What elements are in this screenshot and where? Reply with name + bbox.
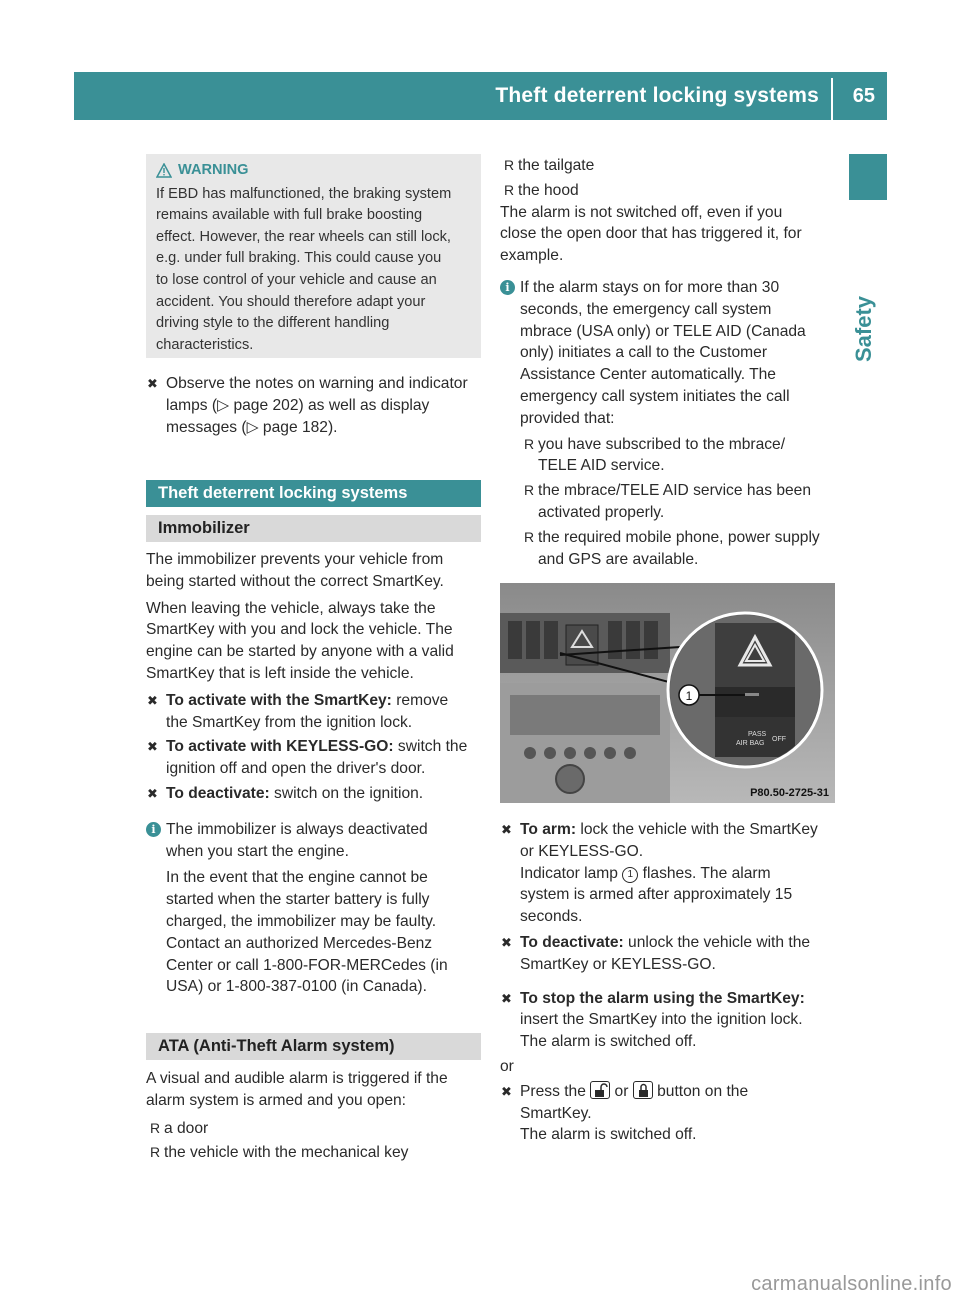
step-line: The alarm is switched off. [520,1033,697,1051]
observe-step [146,373,482,438]
section-heading-theft: Theft deterrent locking systems [146,480,481,507]
paragraph [146,598,482,685]
list-item-text: the vehicle with the mechanical key [164,1144,409,1162]
callout-number: 1 [685,689,693,703]
text-line: charged, the immobilizer may be faulty. [166,912,437,930]
warning-triangle-icon [156,163,172,178]
warning-line: driving style to the different handling [156,315,390,332]
text-line: seconds, the emergency call system [520,300,772,318]
step-bold: To deactivate: [520,933,624,951]
step-line: ignition off and open the driver's door. [166,760,426,778]
list-item: R the hood [504,181,579,199]
warning-line: If EBD has malfunctioned, the braking system [156,185,452,202]
step-line: The alarm is switched off. [520,1126,697,1144]
list-item-text: the required mobile phone, power supply [538,528,820,546]
step-text: remove [391,691,449,709]
text-line: only) initiates a call to the Customer [520,344,768,362]
step-arrow-icon: ✖ [501,934,512,950]
list-item-text: activated properly. [538,503,665,521]
list-item-text: you have subscribed to the mbrace/ [538,435,786,453]
step-bold: To arm: [520,821,577,838]
step-line: or KEYLESS-GO. [520,842,644,860]
list-item: R you have subscribed to the mbrace/ TELE AID service. [520,434,835,478]
or-text: or [500,1057,514,1075]
text-line: When leaving the vehicle, always take the [146,599,436,617]
list-item-text: a door [164,1119,209,1137]
page-title: Theft deterrent locking systems [495,84,819,107]
list-item: R a door [150,1119,209,1137]
header-bar [74,72,887,120]
ata-body-left [146,1068,482,1164]
step-text: lock the vehicle with the SmartKey [576,821,818,838]
step-arrow-icon: ✖ [147,739,158,755]
step-deactivate [146,783,482,805]
step-text: flashes. The alarm [638,864,771,882]
lock-button-icon [633,1081,653,1099]
list-item: R the required mobile phone, power supply and GPS are available. [520,527,835,571]
warning-line: remains available with full brake boosting [156,207,423,224]
text-line: Assistance Center automatically. The [520,366,776,384]
list-item-text: and GPS are available. [538,550,699,568]
text-line: USA) or 1-800-387-0100 (in Canada). [166,978,427,996]
text-line: The immobilizer prevents your vehicle from [146,551,444,568]
text-line: A visual and audible alarm is triggered if the [146,1070,448,1087]
text-line: started when the starter battery is fully [166,891,430,909]
text-line: Contact an authorized Mercedes-Benz [166,934,433,952]
warning-line: effect. However, the rear wheels can still lock, [156,228,451,245]
text-line: The alarm is not switched off, even if you [500,203,783,221]
off-label: OFF [772,736,786,743]
step-arrow-icon: ✖ [501,990,512,1006]
step-line: the SmartKey from the ignition lock. [166,713,413,731]
step-arrow-icon: ✖ [147,785,158,801]
dashboard-illustration [500,583,835,803]
step-text: switch on the ignition. [269,784,424,802]
immobilizer-body [146,549,482,998]
info-icon: i [500,280,515,295]
side-tab [849,202,887,362]
step-bold: To stop the alarm using the SmartKey: [520,989,805,1007]
list-item-text: TELE AID service. [538,457,665,475]
section-heading-ata: ATA (Anti-Theft Alarm system) [146,1033,481,1060]
list-item-text: the hood [518,181,579,199]
airbag-label: AIR BAG [736,740,765,747]
step-arm [500,819,835,928]
text-line: example. [500,247,564,265]
figure-id: P80.50-2725-31 [750,787,829,799]
step-deactivate-alarm [500,932,835,976]
list-item-text: the tailgate [518,157,595,174]
step-line: Observe the notes on warning and indicator [166,375,468,392]
step-bold: To deactivate: [166,784,270,802]
text-line: In the event that the engine cannot be [166,869,428,887]
step-text: Indicator lamp [520,864,623,882]
step-text: button on the [657,1082,749,1100]
warning-label: WARNING [178,162,249,178]
list-item: R the vehicle with the mechanical key [150,1144,409,1162]
header-divider [831,78,833,120]
callout-number-icon: 1 [622,867,638,883]
text-line: alarm system is armed and you open: [146,1091,407,1109]
page-number: 65 [852,85,875,107]
text-line: being started without the correct SmartKey. [146,572,444,590]
text-line: mbrace (USA only) or TELE AID (Canada [520,322,806,340]
step-text: unlock the vehicle with the [623,933,811,951]
paragraph [146,1068,482,1112]
warning-line: characteristics. [156,336,254,353]
dashboard-photo [500,583,835,803]
step-line: lamps (▷ page 202) as well as display [166,396,430,414]
info-note [500,277,835,570]
section-heading-immobilizer: Immobilizer [146,515,481,542]
info-icon: i [146,822,161,837]
step-press-button [500,1081,835,1146]
text-line: when you start the engine. [166,842,349,860]
list-item: R the tailgate [504,157,595,174]
step-text: Press the [520,1082,591,1100]
pass-label: PASS [748,731,767,738]
step-line: messages (▷ page 182). [166,418,338,436]
text-line: Center or call 1-800-FOR-MERCedes (in [166,956,448,974]
step-line: SmartKey or KEYLESS-GO. [520,955,716,973]
text-line: If the alarm stays on for more than 30 [520,278,780,296]
warning-line: accident. You should therefore adapt your [156,293,426,310]
step-arrow-icon: ✖ [147,692,158,708]
paragraph [146,549,482,593]
step-line: system is armed after approximately 15 [520,886,793,904]
warning-line: to lose control of your vehicle and cause an [156,271,437,288]
step-line: SmartKey. [520,1104,592,1122]
unlock-button-icon [590,1081,610,1099]
side-block [849,154,887,200]
list-item-text: the mbrace/TELE AID service has been [538,482,812,500]
step-bold: To activate with KEYLESS-GO: [166,738,394,756]
warning-line: e.g. under full braking. This could cause you [156,250,442,267]
text-line: The immobilizer is always deactivated [166,820,428,838]
warning-heading [156,160,471,182]
text-line: emergency call system initiates the call [520,387,790,405]
text-line: close the open door that has triggered it, for [500,225,802,243]
ata-steps [500,819,835,1146]
text-line: provided that: [520,409,615,427]
text-line: SmartKey that is left inside the vehicle. [146,664,414,682]
watermark: carmanualsonline.info [751,1273,952,1295]
step-activate-keyless [146,736,482,780]
step-arrow-icon: ✖ [501,822,512,837]
warning-text [156,184,471,357]
step-line: seconds. [520,908,583,926]
list-item: R the mbrace/TELE AID service has been activated properly. [520,480,835,524]
text-line: SmartKey with you and lock the vehicle. The [146,621,453,639]
step-line: insert the SmartKey into the ignition lock. [520,1011,803,1029]
step-text: or [614,1082,633,1100]
step-stop-alarm [500,988,835,1053]
side-tab-label: Safety [851,295,876,362]
step-arrow-icon: ✖ [501,1083,512,1099]
ata-body-right [500,155,835,570]
paragraph [500,202,835,267]
info-note [146,819,482,998]
step-bold: To activate with the SmartKey: [166,691,392,709]
text-line: engine can be started by anyone with a valid [146,643,454,661]
step-text: switch the [393,738,468,756]
warning-box [146,154,481,358]
step-activate-smartkey [146,690,482,734]
step-arrow-icon: ✖ [147,376,158,391]
